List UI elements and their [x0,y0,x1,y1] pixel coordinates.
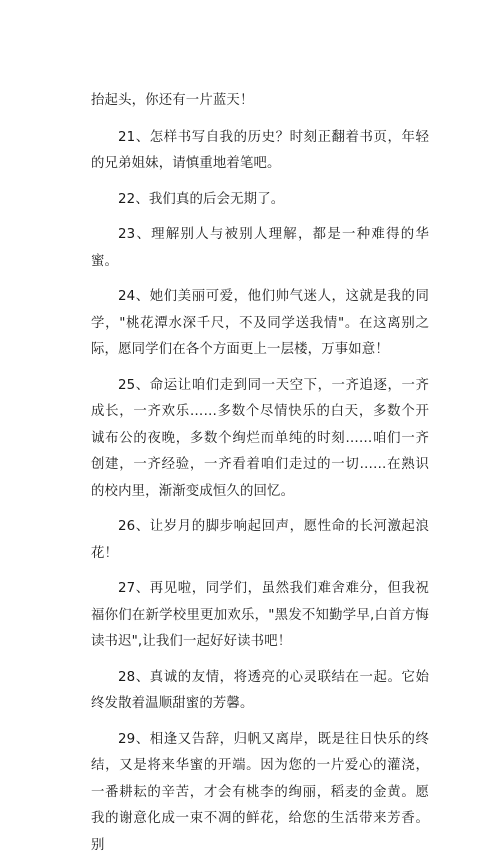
document-body [91,88,429,868]
paragraph-item-26: 26、让岁月的脚步响起回声，愿性命的长河激起浪花！ [91,519,429,561]
paragraph-item-23: 23、理解别人与被别人理解，都是一种难得的华蜜。 [91,227,429,269]
paragraph-item-27: 27、再见啦，同学们，虽然我们难舍难分，但我祝福你们在新学校里更加欢乐，"黑发不知勤学早,白首方悔读书迟",让我们一起好好读书吧！ [91,581,429,649]
paragraph-item-29: 29、相逢又告辞，归帆又离岸，既是往日快乐的终结，又是将来华蜜的开端。因为您的一片爱心的灌浇，一番耕耘的辛苦，才会有桃李的绚丽，稻麦的金黄。愿我的谢意化成一束不凋的鲜花，给您的生活带来芳香。别 [91,731,429,853]
paragraph-item-24: 24、她们美丽可爱，他们帅气迷人，这就是我的同学，"桃花潭水深千尺，不及同学送我情"。在这离别之际，愿同学们在各个方面更上一层楼，万事如意！ [91,289,429,357]
paragraph-item-25: 25、命运让咱们走到同一天空下，一齐追逐，一齐成长，一齐欢乐……多数个尽情快乐的白天，多数个开诚布公的夜晚，多数个绚烂而单纯的时刻……咱们一齐创建，一齐经验，一齐看着咱们走过的一切……在熟识的校内里，渐渐变成恒久的回忆。 [91,377,429,499]
paragraph-continuation: 抬起头，你还有一片蓝天！ [91,93,254,108]
paragraph-item-22: 22、我们真的后会无期了。 [118,191,285,207]
paragraph-item-28: 28、真诚的友情，将透亮的心灵联结在一起。它始终发散着温顺甜蜜的芳馨。 [91,669,429,711]
paragraph-item-21: 21、怎样书写自我的历史？时刻正翻着书页，年轻的兄弟姐妹，请慎重地着笔吧。 [91,129,429,171]
